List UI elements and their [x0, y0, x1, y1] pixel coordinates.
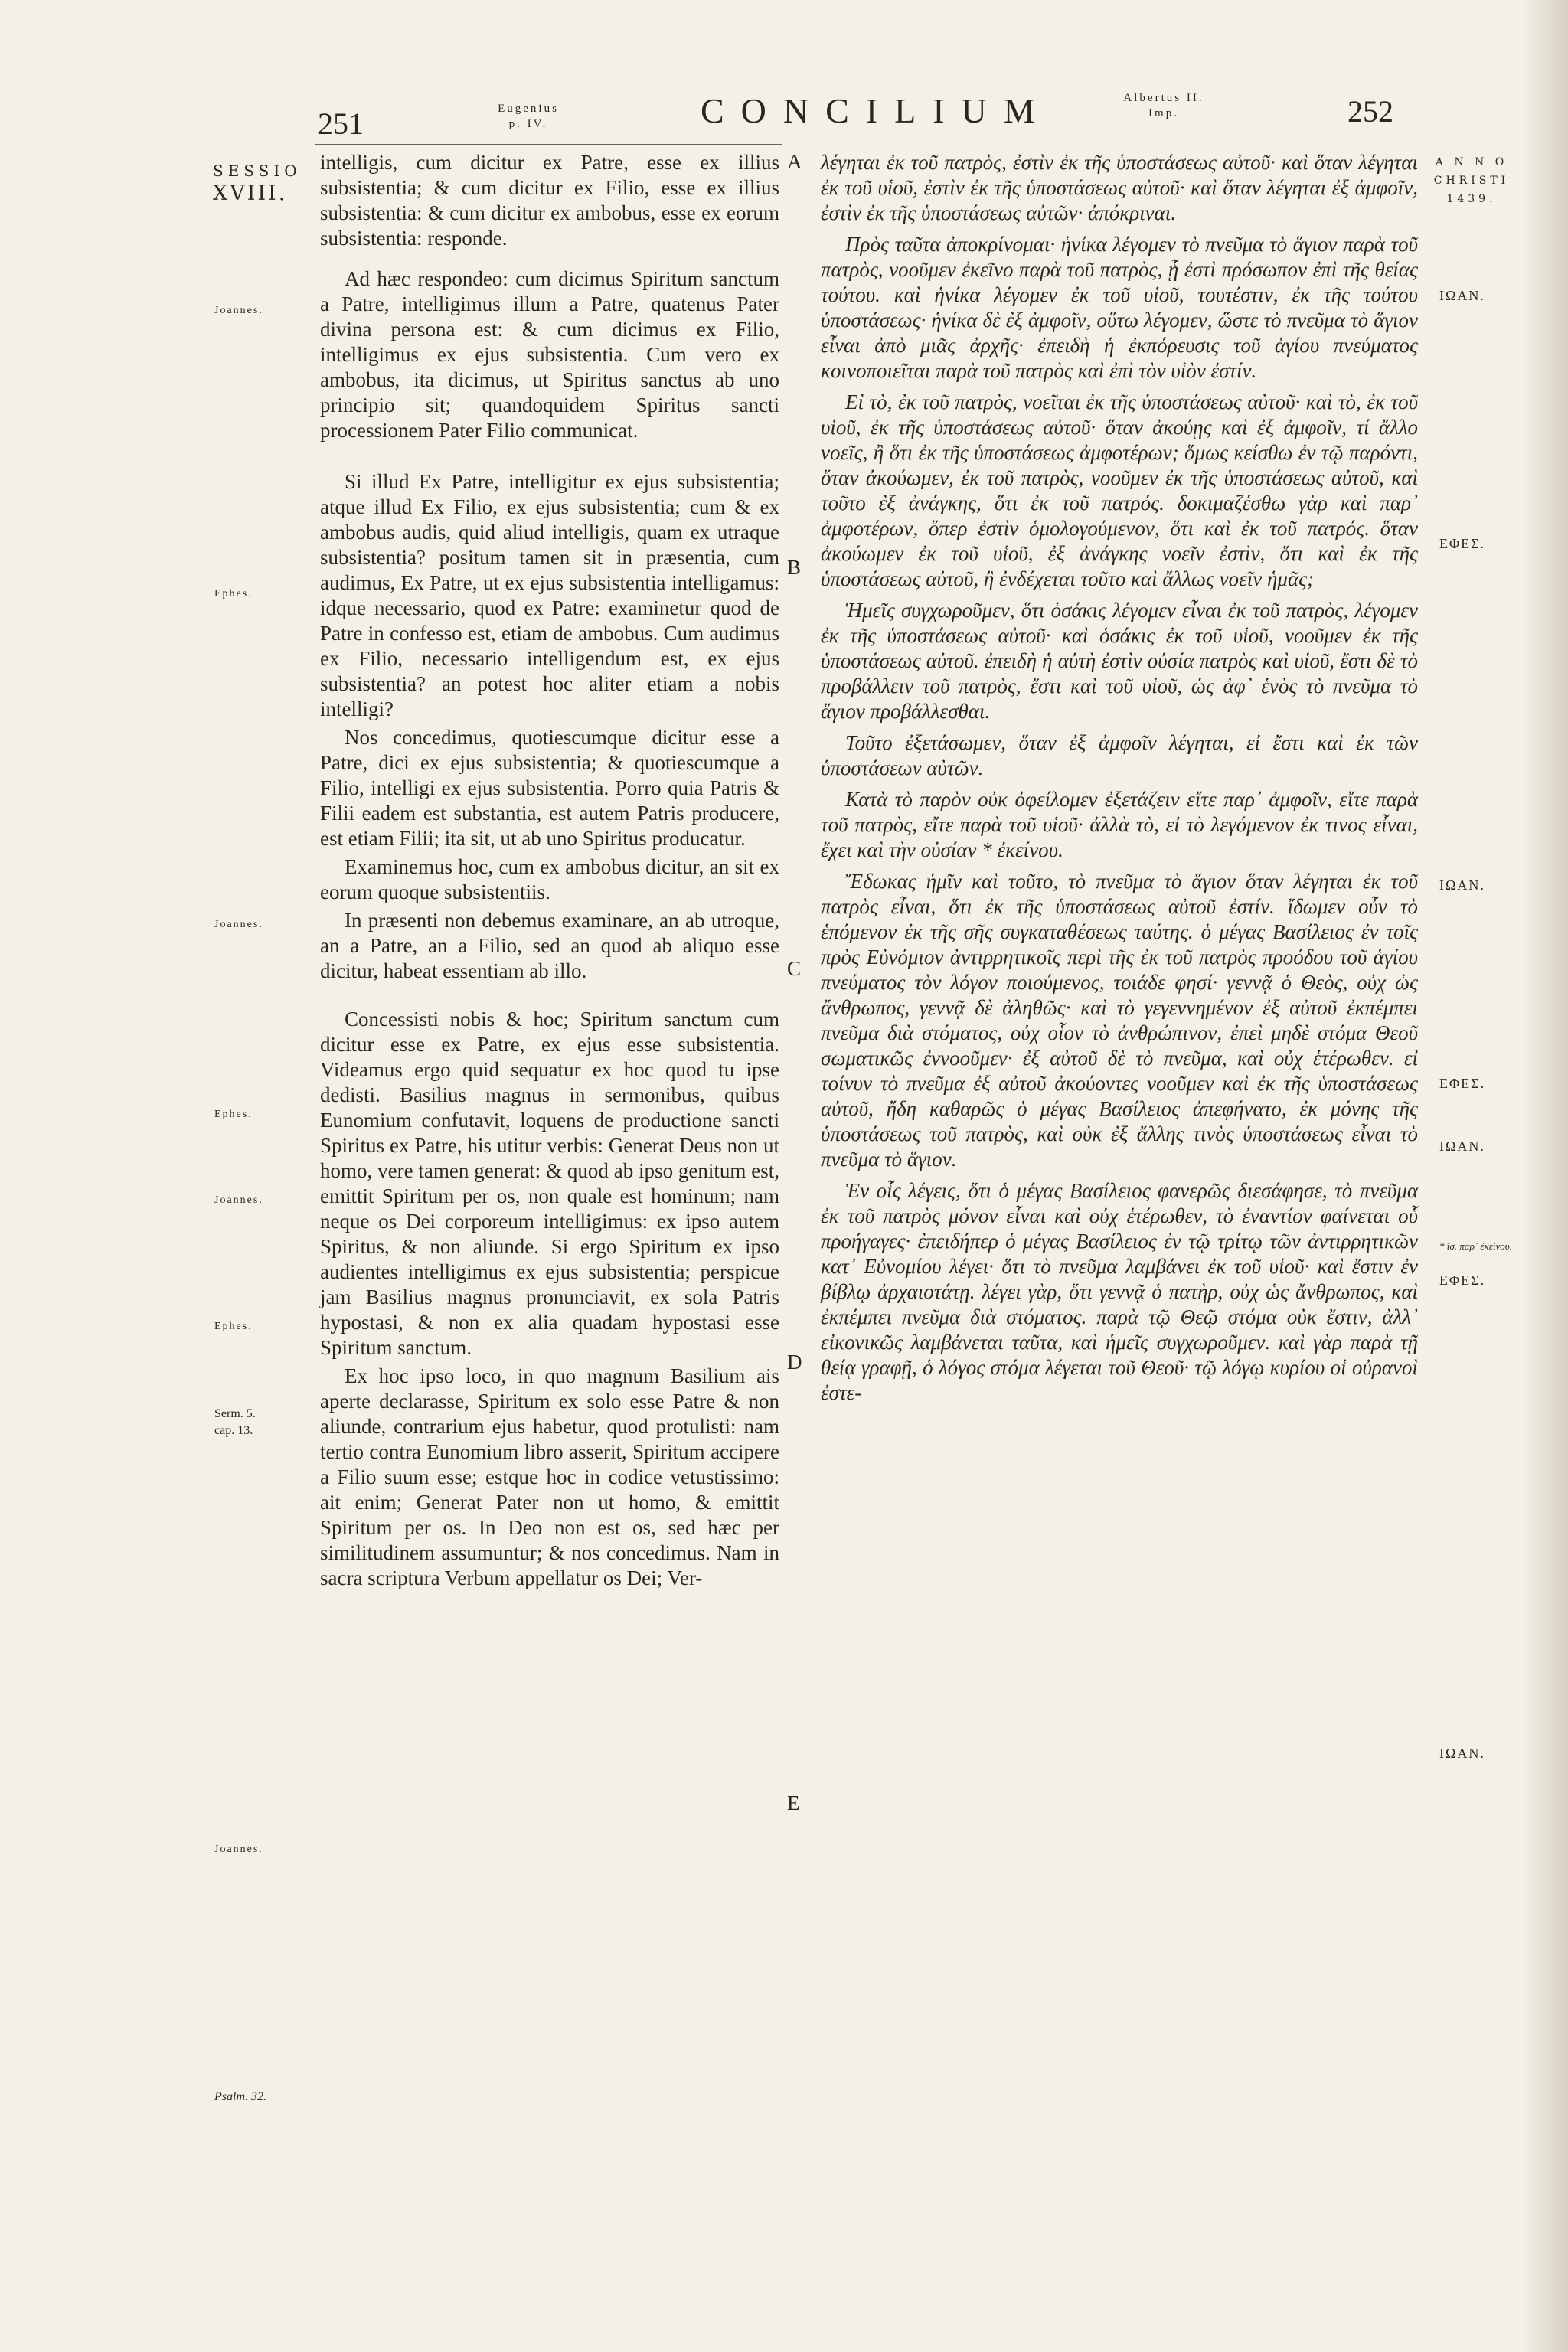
- page-title: CONCILIUM: [701, 91, 1052, 130]
- latin-paragraph: Examinemus hoc, cum ex ambobus dicitur, an sit ex eorum quoque subsistentiis.: [320, 855, 779, 903]
- anno-line1: A N N O: [1435, 156, 1508, 168]
- margin-speaker-joannes: Joannes.: [214, 919, 263, 930]
- margin-variant-note: * ἴσ. παρ᾽ ἐκείνου.: [1439, 1240, 1513, 1252]
- anno-line3: 1439.: [1446, 193, 1497, 205]
- margin-speaker-ioan: ΙΩΑΝ.: [1439, 288, 1485, 303]
- section-letter-a: A: [787, 150, 802, 173]
- section-letter-e: E: [787, 1792, 800, 1815]
- emperor-sub: Imp.: [1148, 107, 1179, 119]
- latin-paragraph: Nos concedimus, quotiescumque dicitur esse a Patre, dici ex ejus subsistentia; & quotiescumque a Filio, intelligi ex ejus subsistentia. Porro quia Patris & Filii eadem est substantia, est autem Patris producere, est etiam Filii; ita sit, ut ab uno Spiritus producatur.: [320, 726, 779, 850]
- greek-paragraph: λέγηται ἐκ τοῦ πατρὸς, ἐστὶν ἐκ τῆς ὑποστάσεως αὐτοῦ· καὶ ὅταν λέγηται ἐκ τοῦ υἱοῦ, ἐστὶν ἐκ τῆς ὑποστάσεως αὐτοῦ· καὶ ὅταν λέγηται ἐξ ἀμφοῖν, ἐστὶν ἐκ τῆς ὑποστάσεως αὐτῶν· ἀπόκριναι.: [821, 151, 1418, 224]
- margin-speaker-ioan: ΙΩΑΝ.: [1439, 1138, 1485, 1154]
- anno-line2: CHRISTI: [1433, 175, 1510, 187]
- margin-speaker-ephes: Ephes.: [214, 588, 253, 599]
- margin-speaker-ioan: ΙΩΑΝ.: [1439, 877, 1485, 893]
- left-page-number: 251: [318, 106, 364, 141]
- margin-speaker-ephes: Ephes.: [214, 1321, 253, 1332]
- margin-reference: Serm. 5.: [214, 1407, 256, 1420]
- latin-paragraph: Concessisti nobis & hoc; Spiritum sanctum cum dicitur esse ex Patre, ex ejus esse subsistentia. Videamus ergo quid sequatur ex hoc quod tu ipse dedisti. Basilius magnus in sermonibus, quibus Eunomium confutavit, loquens de productione sancti Spiritus ex Patre, his utitur verbis: Generat Deus non ut homo, vere tamen generat: & quod ab ipso genitum est, emittit Spiritum per os, non quale est hominum; nam neque os Dei corporeum intelligimus: ex ipso autem Spiritus, & non aliunde. Si ergo Spiritum ex ipso audientes intelligimus ex ejus subsistentia; perspicue jam Basilius magnus pronunciavit, ex sola Patris hypostasi, & non ex alia quadam hypostasi esse Spiritum sanctum.: [320, 1008, 779, 1359]
- margin-speaker-ephes-greek: ΕΦΕΣ.: [1439, 536, 1486, 551]
- greek-column: [821, 150, 1418, 1421]
- latin-paragraph: intelligis, cum dicitur ex Patre, esse ex illius subsistentia; & cum dicitur ex Filio, esse ex illius subsistentia: & cum dicitur ex ambobus, esse ex eorum subsistentia: responde.: [320, 151, 779, 250]
- page-edge-shadow: [1522, 0, 1568, 2352]
- emperor-running-head: [1102, 90, 1225, 121]
- sessio-word: SESSIO: [213, 162, 302, 180]
- pope-sub: p. IV.: [508, 118, 548, 130]
- latin-paragraph: Ad hæc respondeo: cum dicimus Spiritum sanctum a Patre, intelligimus illum a Patre, quatenus Pater divina persona est: & cum dicimus ex Filio, intelligimus ex ejus subsistentia. Cum vero ex ambobus, ita dicimus, ut Spiritus sanctus ab uno principio sit; quandoquidem Spiritus sancti processionem Pater Filio communicat.: [320, 267, 779, 442]
- greek-paragraph: Κατὰ τὸ παρὸν οὐκ ὀφείλομεν ἐξετάζειν εἴτε παρ᾽ ἀμφοῖν, εἴτε παρὰ τοῦ πατρὸς, εἴτε παρὰ τοῦ υἱοῦ· ἀλλὰ τὸ, εἰ τὸ λεγόμενον ἐκ τινος εἶναι, ἔχει καὶ τὴν οὐσίαν * ἐκείνου.: [821, 788, 1418, 861]
- greek-paragraph: Ἐν οἷς λέγεις, ὅτι ὁ μέγας Βασίλειος φανερῶς διεσάφησε, τὸ πνεῦμα ἐκ τοῦ πατρὸς μόνον εἶναι καὶ οὐχ ἑτέρωθεν, τὸ ἐναντίον φαίνεται οὗ προήγαγες· ἐπειδήπερ ὁ μέγας Βασίλειος ἐν τῷ τρίτῳ τῶν ἀντιρρητικῶν κατ᾽ Εὐνομίου λέγει· ὅτι τὸ πνεῦμα λαμβάνει ἐκ τοῦ υἱοῦ· καὶ ἔστιν ἐν βίβλῳ ἀρχαιοτάτῃ. λέγει γὰρ, ὅτι γεννᾷ ὁ πατὴρ, οὐχ ὡς ἄνθρωπος, καὶ ἐκπέμπει πνεῦμα διὰ στόματος. παρὰ τῷ Θεῷ στόμα οὐκ ἔστιν, ἀλλ᾽ εἰκονικῶς λαμβάνεται ταῦτα, καὶ ἡμεῖς συγχωροῦμεν. καὶ γὰρ παρὰ τῇ θείᾳ γραφῇ, ὁ λόγος στόμα λέγεται τοῦ Θεοῦ· τῷ λόγῳ κυρίου οἱ οὐρανοὶ ἐστε-: [821, 1179, 1418, 1404]
- greek-paragraph: Εἰ τὸ, ἐκ τοῦ πατρὸς, νοεῖται ἐκ τῆς ὑποστάσεως αὐτοῦ· καὶ τὸ, ἐκ τοῦ υἱοῦ, ἐκ τῆς ὑποστάσεως αὐτοῦ· ὅταν ἀκούῃς καὶ ἐξ ἀμφοῖν, τί ἄλλο νοεῖς, ἢ ὅτι ἐκ τῆς ὑποστάσεως ἀμφοτέρων; ὅμως κείσθω ἐν τῷ παρόντι, ὅταν ἀκούωμεν, ἐκ τοῦ πατρὸς, νοοῦμεν ἐκ τῆς ὑποστάσεως αὐτοῦ, καὶ τοῦτο ἐξ ἀνάγκης, ὅτι ἐκ τοῦ πατρός. δοκιμαζέσθω γὰρ καὶ παρ᾽ ἀμφοτέρων, ὅπερ ἐστὶν ὁμολογούμενον, ὅτι καὶ ἐκ τοῦ πατρός. ὅταν ἀκούωμεν ἐκ τοῦ υἱοῦ, ἐξ ἀνάγκης νοεῖν ἐστὶν, ὅτι καὶ ἐκ τῆς ὑποστάσεως αὐτοῦ, ἢ ἐνδέχεται τοῦτο καὶ ἄλλως νοεῖν ἡμᾶς;: [821, 390, 1418, 590]
- section-letter-c: C: [787, 957, 802, 980]
- header-rule: [315, 144, 782, 145]
- greek-paragraph: Ἡμεῖς συγχωροῦμεν, ὅτι ὁσάκις λέγομεν εἶναι ἐκ τοῦ πατρὸς, λέγομεν ἐκ τῆς ὑποστάσεως αὐτοῦ· καὶ ὁσάκις ἐκ τοῦ υἱοῦ, νοοῦμεν ἐκ τῆς ὑποστάσεως αὐτοῦ. ἐπειδὴ ἡ αὐτὴ ἐστὶν οὐσία πατρὸς καὶ υἱοῦ, ἔστι δὲ τὸ προβάλλειν τοῦ πατρὸς, ἔστι καὶ τοῦ υἱοῦ, ὡς ἀφ᾽ ἑνὸς τὸ πνεῦμα τὸ ἅγιον προβάλλεσθαι.: [821, 599, 1418, 723]
- margin-speaker-ephes: Ephes.: [214, 1109, 253, 1120]
- latin-paragraph: In præsenti non debemus examinare, an ab utroque, an a Patre, an a Filio, sed an quod ab aliquo esse dicitur, habeat essentiam ab illo.: [320, 909, 779, 982]
- margin-reference: cap. 13.: [214, 1424, 253, 1437]
- sessio-label: [213, 159, 302, 205]
- margin-speaker-ephes-greek: ΕΦΕΣ.: [1439, 1076, 1486, 1091]
- latin-paragraph: Ex hoc ipso loco, in quo magnum Basilium ais aperte declarasse, Spiritum ex solo esse Patre & non aliunde, contrarium ejus habetur, quod protulisti: nam tertio contra Eunomium libro asserit, Spiritum accipere a Filio suum esse; estque hoc in codice vetustissimo: ait enim; Generat Pater non ut homo, & emittit Spiritum per os. In Deo non est os, sed hæc per similitudinem assumuntur; & nos concedimus. Nam in sacra scriptura Verbum appellatur os Dei; Ver-: [320, 1364, 779, 1589]
- margin-reference-psalm: Psalm. 32.: [214, 2090, 266, 2103]
- right-page-number: 252: [1348, 94, 1393, 129]
- margin-speaker-ioan: ΙΩΑΝ.: [1439, 1746, 1485, 1761]
- greek-paragraph: Ἔδωκας ἡμῖν καὶ τοῦτο, τὸ πνεῦμα τὸ ἅγιον ὅταν λέγηται ἐκ τοῦ πατρὸς εἶναι, ὅτι ἐκ τῆς ὑποστάσεως αὐτοῦ ἐστίν. ἴδωμεν οὖν τὸ ἑπόμενον ἐκ τῆς σῆς συγκαταθέσεως ταύτης. ὁ μέγας Βασίλειος ἐν τοῖς πρὸς Εὐνόμιον ἀντιρρητικοῖς περὶ τῆς ἐκ τοῦ πατρὸς προόδου τοῦ ἁγίου πνεύματος τὸν λόγον ποιούμενος, τοιάδε φησί· γεννᾷ ὁ Θεὸς, οὐχ ὡς ἄνθρωπος, γεννᾷ δὲ ἀληθῶς· καὶ τὸ γεγεννημένον ἐξ αὐτοῦ ἐκπέμπει πνεῦμα διὰ στόματος, οὐχ οἷον τὸ ἀνθρώπινον, ἐπεὶ μηδὲ στόμα Θεοῦ σωματικῶς ἐννοοῦμεν· ἐξ αὐτοῦ δὲ τὸ πνεῦμα, καὶ οὐχ ἑτέρωθεν. εἰ τοίνυν τὸ πνεῦμα ἐξ αὐτοῦ ἀκούοντες νοοῦμεν καὶ ἐκ τῆς ὑποστάσεως αὐτοῦ, ἤδη καθαρῶς ὁ μέγας Βασίλειος ἀπεφήνατο, ἐκ μόνης τῆς ὑποστάσεως τοῦ πατρὸς, καὶ οὐκ ἐξ ἄλλης τινὸς ὑποστάσεως εἶναι τὸ πνεῦμα τὸ ἅγιον.: [821, 870, 1418, 1171]
- emperor-name: Albertus II.: [1123, 92, 1204, 104]
- section-letter-b: B: [787, 556, 802, 579]
- margin-speaker-joannes: Joannes.: [214, 1844, 263, 1855]
- pope-running-head: [482, 101, 574, 132]
- latin-paragraph: Si illud Ex Patre, intelligitur ex ejus subsistentia; atque illud Ex Filio, ex ejus subsistentia; cum & ex ambobus audis, quid aliud intelligis, quam ex utraque subsistentia? positum tamen sit in præsentia, cum audimus, Ex Patre, ut ex ejus subsistentia intelligamus: idque necessario, quod ex Patre: examinetur quod de Patre in confesso est, etiam de ambobus. Cum audimus ex Filio, necessario intelligendum est, ex ejus subsistentia? an potest hoc aliter etiam a nobis intelligi?: [320, 470, 779, 720]
- sessio-number: XVIII.: [213, 181, 288, 205]
- margin-speaker-ephes-greek: ΕΦΕΣ.: [1439, 1272, 1486, 1288]
- margin-speaker-joannes: Joannes.: [214, 305, 263, 316]
- section-letter-d: D: [787, 1351, 802, 1374]
- anno-christi: [1433, 153, 1510, 208]
- greek-paragraph: Τοῦτο ἐξετάσωμεν, ὅταν ἐξ ἀμφοῖν λέγηται, εἰ ἔστι καὶ ἐκ τῶν ὑποστάσεων αὐτῶν.: [821, 731, 1418, 779]
- greek-paragraph: Πρὸς ταῦτα ἀποκρίνομαι· ἡνίκα λέγομεν τὸ πνεῦμα τὸ ἅγιον παρὰ τοῦ πατρὸς, νοοῦμεν ἐκεῖνο παρὰ τοῦ πατρὸς, ᾗ ἐστὶ πρόσωπον ἐπὶ τῆς θείας τούτου. καὶ ἡνίκα λέγομεν ἐκ τοῦ υἱοῦ, τουτέστιν, ἐκ τῆς τούτου ὑποστάσεως· ἡνίκα δὲ ἐξ ἀμφοῖν, οὕτω λέγομεν, ὥστε τὸ πνεῦμα τὸ ἅγιον εἶναι ἀπὸ μιᾶς ἀρχῆς· ἐπειδὴ ἡ ἐκπόρευσις τοῦ ἁγίου πνεύματος κοινοποιεῖται παρὰ τοῦ πατρὸς καὶ ἐπὶ τὸν υἱὸν ἐστίν.: [821, 233, 1418, 382]
- pope-name: Eugenius: [498, 103, 559, 115]
- margin-speaker-joannes: Joannes.: [214, 1194, 263, 1206]
- latin-column: [320, 150, 779, 1606]
